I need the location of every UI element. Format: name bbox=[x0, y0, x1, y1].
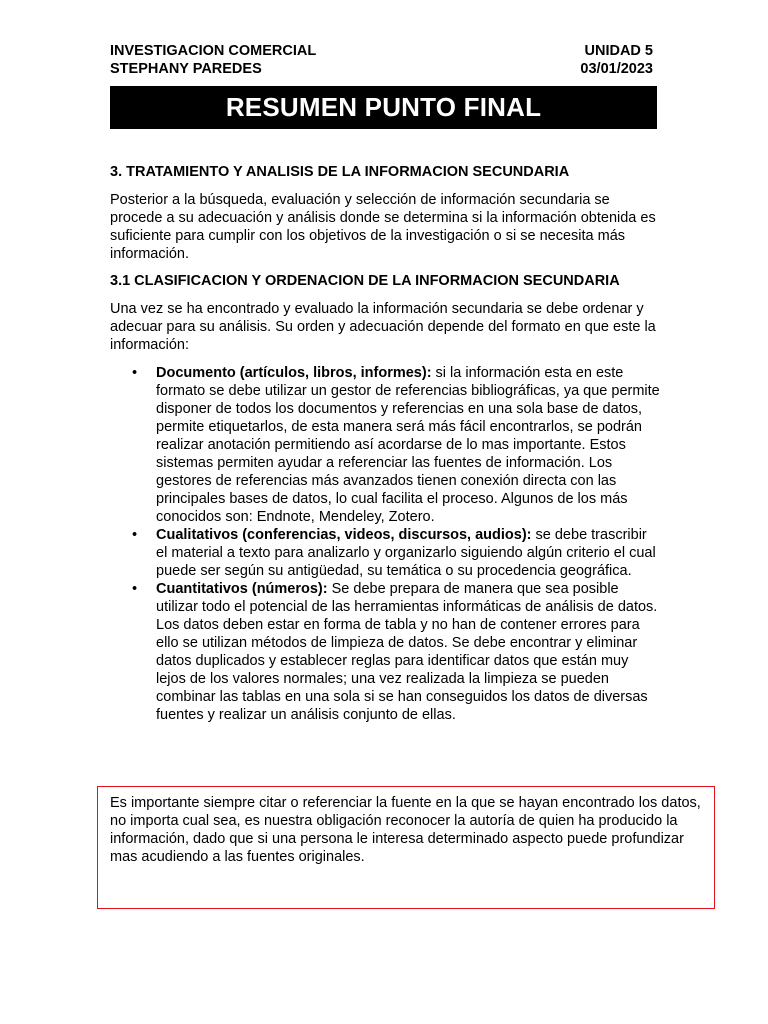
section-3-paragraph: Posterior a la búsqueda, evaluación y selección de información secundaria se procede a su adecuación y análisis donde se determina si la información obtenida es suficiente para cumplir con los objetivos de la investigación o si se necesita más información. bbox=[110, 192, 656, 262]
list-item-text: si la información esta en este formato se debe utilizar un gestor de referencias bibliográficas, ya que permite disponer de todos los documentos y referencias en una sola base de datos, permite etiquetarlos, de esta manera será más fácil encontrarlos, se podrán realizar anotación permitiendo así acordarse de lo mas importante. Estos sistemas permiten ayudar a referenciar las fuentes de información. Los gestores de referencias más avanzados tienen conexión directa con las principales bases de datos, lo cual facilita el proceso. Algunos de los más conocidos son: Endnote, Mendeley, Zotero. bbox=[156, 365, 660, 525]
list-item-cualitativos bbox=[110, 526, 660, 580]
section-heading-3: 3. TRATAMIENTO Y ANALISIS DE LA INFORMACION SECUNDARIA bbox=[110, 164, 570, 180]
document-date: 03/01/2023 bbox=[580, 61, 653, 77]
section-3-1-paragraph: Una vez se ha encontrado y evaluado la información secundaria se debe ordenar y adecuar para su análisis. Su orden y adecuación depende del formato en que este la información: bbox=[110, 301, 656, 353]
list-item-documento bbox=[110, 364, 660, 526]
list-item-term: Cualitativos (conferencias, videos, discursos, audios): bbox=[156, 527, 532, 543]
citation-note-box bbox=[97, 786, 715, 909]
format-list bbox=[110, 364, 660, 724]
page-title: RESUMEN PUNTO FINAL bbox=[225, 92, 542, 122]
list-item-text: Se debe prepara de manera que sea posible utilizar todo el potencial de las herramientas informáticas de análisis de datos. Los datos deben estar en forma de tabla y no han de contener errores para ello se utilizan métodos de limpieza de datos. Se debe encontrar y eliminar datos duplicados y establecer reglas para identificar datos que están muy lejos de los valores normales; una vez realizada la limpieza se pueden combinar las tablas en una sola si se han conseguidos los datos de diversas fuentes y realizar un análisis conjunto de ellas. bbox=[156, 581, 658, 723]
title-banner bbox=[110, 86, 657, 129]
list-item-text: se debe trascribir el material a texto para analizarlo y organizarlo siguiendo algún criterio el cual puede ser según su antigüedad, su temática o su procedencia geográfica. bbox=[156, 527, 656, 579]
header-row-1 bbox=[110, 42, 653, 60]
unit-label: UNIDAD 5 bbox=[584, 43, 653, 59]
author-name: STEPHANY PAREDES bbox=[110, 61, 262, 77]
list-item-term: Cuantitativos (números): bbox=[156, 581, 328, 597]
list-item-term: Documento (artículos, libros, informes): bbox=[156, 365, 432, 381]
citation-note-text: Es importante siempre citar o referenciar la fuente en la que se hayan encontrado los datos, no importa cual sea, es nuestra obligación reconocer la autoría de quien ha producido la información, dado que si una persona le interesa determinado aspecto puede profundizar mas acudiendo a las fuentes originales. bbox=[110, 795, 701, 865]
section-heading-3-1: 3.1 CLASIFICACION Y ORDENACION DE LA INFORMACION SECUNDARIA bbox=[110, 273, 620, 289]
document-body bbox=[110, 163, 660, 724]
header-row-2 bbox=[110, 60, 653, 78]
course-name: INVESTIGACION COMERCIAL bbox=[110, 43, 317, 59]
list-item-cuantitativos bbox=[110, 580, 660, 724]
